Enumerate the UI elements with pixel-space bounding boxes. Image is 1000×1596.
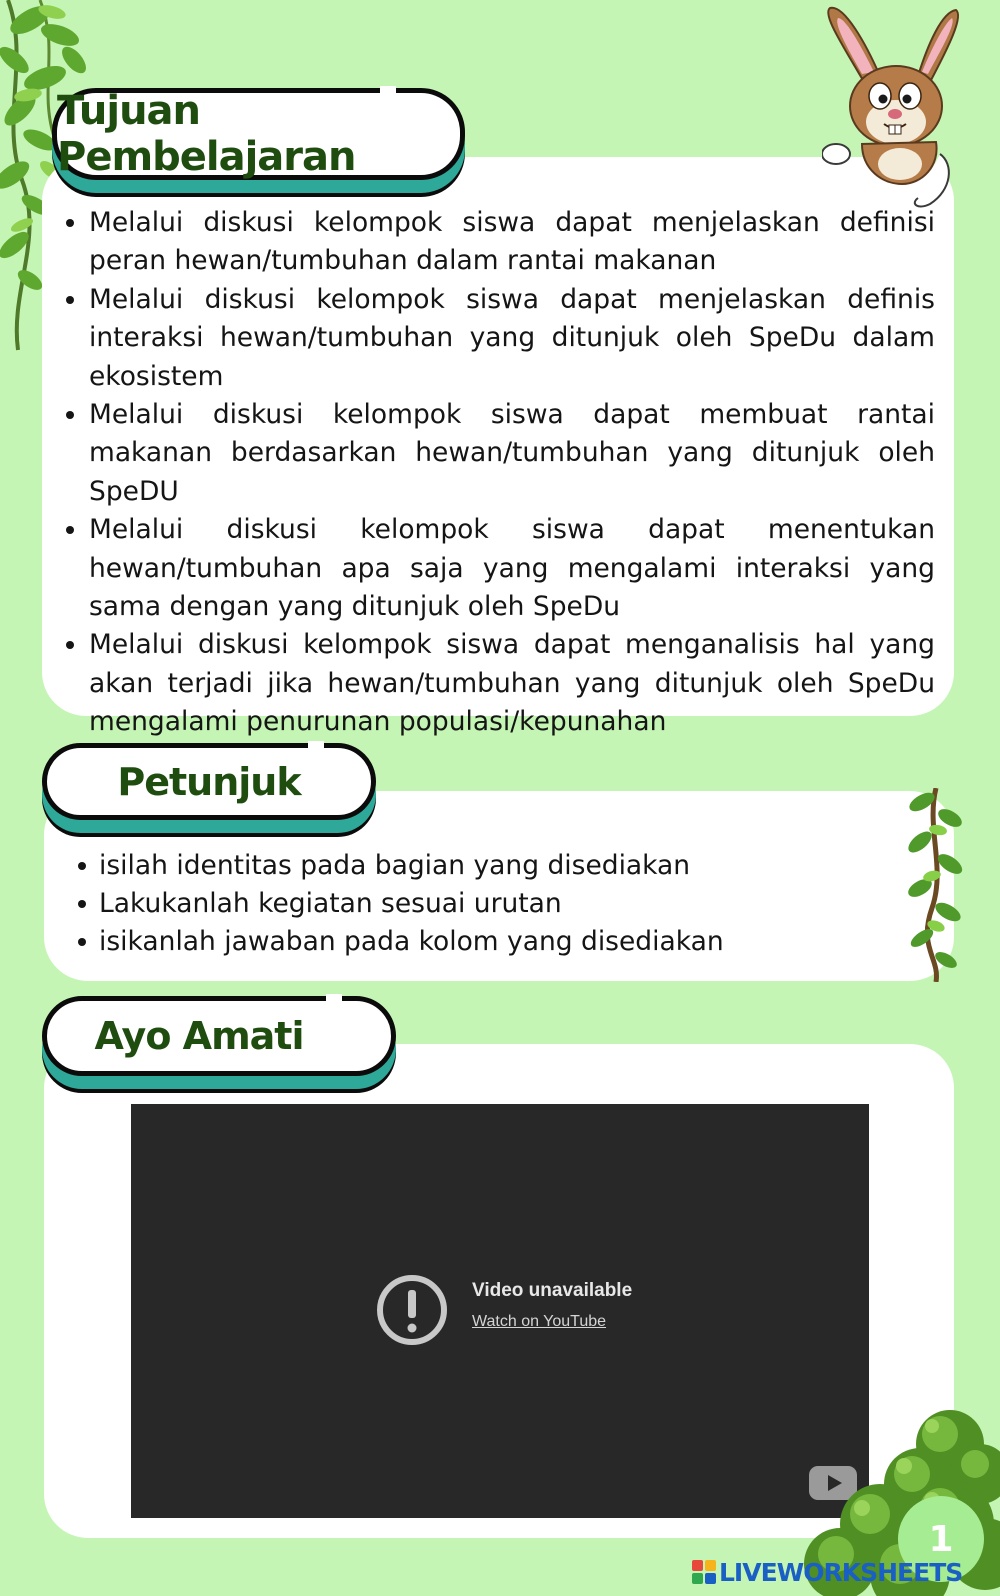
- instructions-title-tab: [42, 743, 376, 820]
- list-item: Melalui diskusi kelompok siswa dapat menganalisis hal yang akan terjadi jika hewan/tumbuhan yang ditunjuk oleh SpeDu mengalami penurunan populasi/kepunahan: [89, 626, 935, 741]
- goals-title-tab: [52, 88, 465, 180]
- goals-title: Tujuan Pembelajaran: [57, 88, 356, 180]
- list-item: Melalui diskusi kelompok siswa dapat menjelaskan definis interaksi hewan/tumbuhan yang ditunjuk oleh SpeDu dalam ekosistem: [89, 281, 935, 396]
- list-item: isikanlah jawaban pada kolom yang disediakan: [99, 923, 859, 961]
- rabbit-mascot-icon: [822, 4, 972, 214]
- list-item: isilah identitas pada bagian yang disediakan: [99, 847, 859, 885]
- instructions-list: [99, 847, 859, 961]
- list-item: Melalui diskusi kelompok siswa dapat menjelaskan definisi peran hewan/tumbuhan dalam rantai makanan: [89, 204, 935, 281]
- list-item: Melalui diskusi kelompok siswa dapat membuat rantai makanan berdasarkan hewan/tumbuhan yang ditunjuk oleh SpeDU: [89, 396, 935, 511]
- vine-icon: [906, 788, 964, 982]
- video-player[interactable]: [131, 1104, 869, 1518]
- list-item: Lakukanlah kegiatan sesuai urutan: [99, 885, 859, 923]
- list-item: Melalui diskusi kelompok siswa dapat menentukan hewan/tumbuhan apa saja yang mengalami interaksi yang sama dengan yang ditunjuk oleh SpeDu: [89, 511, 935, 626]
- page-number: 1: [898, 1496, 984, 1582]
- watch-on-youtube-link[interactable]: Watch on YouTube: [472, 1313, 607, 1330]
- observe-title: Ayo Amati: [94, 1014, 304, 1058]
- liveworksheets-logo[interactable]: [692, 1555, 962, 1589]
- video-unavailable-message: Video unavailable: [472, 1280, 633, 1301]
- brand-grid-icon: [692, 1560, 716, 1584]
- brand-name: LIVEWORKSHEETS: [719, 1557, 963, 1587]
- goals-list: [89, 204, 935, 742]
- observe-title-tab: [42, 996, 396, 1076]
- instructions-title: Petunjuk: [117, 759, 301, 804]
- alert-circle-icon: [376, 1274, 448, 1346]
